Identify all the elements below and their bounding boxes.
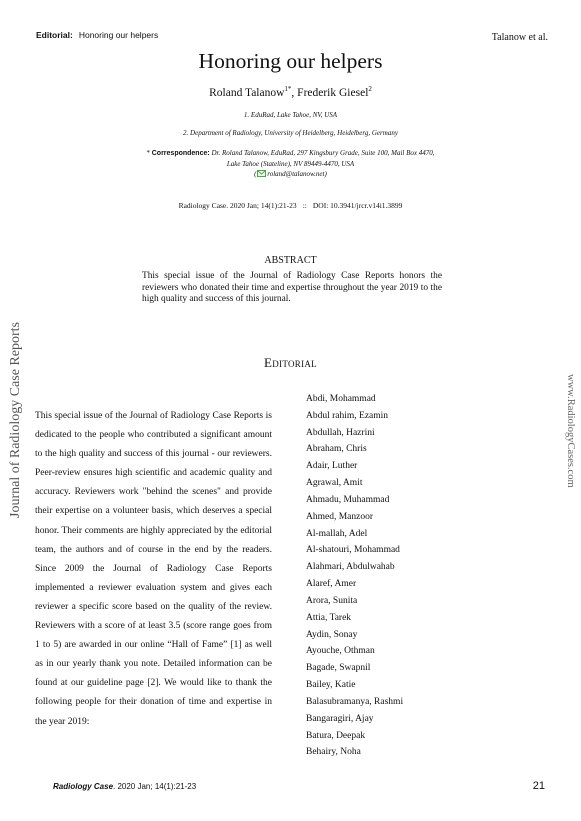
footer-journal: Radiology Case bbox=[53, 782, 114, 791]
reviewer-list-item: Abraham, Chris bbox=[306, 444, 367, 455]
reviewer-list-item: Adair, Luther bbox=[306, 461, 358, 472]
reviewer-list bbox=[306, 391, 403, 761]
reviewer-list-item: Al-mallah, Adel bbox=[306, 528, 368, 539]
reviewer-list-item: Abdul rahim, Ezamin bbox=[306, 410, 389, 421]
reviewer-list-item: Balasubramanya, Rashmi bbox=[306, 696, 404, 707]
author-separator: , bbox=[291, 86, 298, 99]
editorial-body-text: This special issue of the Journal of Radiology Case Reports is dedicated to the people who contributed a significant amount to the high quality and success of this journal - our reviewers. Peer-review ensures high scientific and academic quality and accuracy. Reviewers work "behind the scenes" and provide their expertise on a volunteer basis, which deserves a special honor. Their comments are highly appreciated by the editorial team, the authors and of course in the end by the readers. Since 2009 the Journal of Radiology Case Reports implemented a reviewer evaluation system and gives each reviewer a specific score based on the quality of the review. Reviewers with a score of at least 3.5 (score range goes from 1 to 5) are awarded in our online “Hall of Fame” [1] as well as in our yearly thank you note. Detailed information can be found at our guideline page [2]. We would like to thank the following people for their donation of time and expertise in the year 2019: bbox=[35, 411, 272, 727]
citation-separator: :: bbox=[302, 201, 307, 210]
running-author: Talanow et al. bbox=[491, 32, 548, 43]
author-line bbox=[0, 85, 581, 99]
affiliation-1: 1. EduRad, Lake Tahoe, NV, USA bbox=[243, 111, 338, 119]
reviewer-list-item: Aydin, Sonay bbox=[306, 629, 358, 640]
author-name: Roland Talanow bbox=[209, 86, 285, 99]
author-name: Frederik Giesel bbox=[297, 86, 369, 99]
reviewer-list-item: Ahmadu, Muhammad bbox=[306, 494, 390, 505]
reviewer-list-item: Al-shatouri, Mohammad bbox=[306, 545, 400, 556]
page-number: 21 bbox=[532, 780, 545, 792]
header-label: Editorial: bbox=[36, 30, 73, 40]
reviewer-list-item: Ayouche, Othman bbox=[306, 646, 375, 657]
reviewer-list-item: Ahmed, Manzoor bbox=[306, 511, 374, 522]
correspondence-address-line-1: Dr. Roland Talanow, EduRad, 297 Kingsbury Grade, Suite 100, Mail Box 4470, bbox=[211, 149, 435, 157]
reviewer-list-item: Bangaragiri, Ajay bbox=[306, 713, 374, 724]
footer-citation bbox=[53, 782, 196, 791]
reviewer-list-item: Attia, Tarek bbox=[306, 612, 352, 623]
citation-line bbox=[0, 201, 581, 210]
author-affiliation-mark: 1* bbox=[284, 85, 292, 93]
reviewer-list-item: Arora, Sunita bbox=[306, 595, 358, 606]
correspondence-block: * Correspondence: Dr. Roland Talanow, EduRad, 297 Kingsbury Grade, Suite 100, Mail Box 4470, Lake Tahoe (Stateline), NV 89449-4470, USA ( roland@talanow.net) bbox=[146, 149, 435, 178]
section-heading: Editorial bbox=[264, 355, 317, 370]
correspondence-address-line-2: Lake Tahoe (Stateline), NV 89449-4470, USA bbox=[226, 160, 355, 168]
abstract-heading: ABSTRACT bbox=[264, 255, 317, 266]
reviewer-list-item: Abdullah, Hazrini bbox=[306, 427, 375, 438]
reviewer-list-item: Batura, Deepak bbox=[306, 730, 366, 741]
envelope-icon bbox=[257, 170, 266, 177]
abstract-text: This special issue of the Journal of Radiology Case Reports honors the reviewers who donated their time and expertise throughout the year 2019 to the high quality and success of this journal. bbox=[142, 271, 442, 304]
running-header bbox=[36, 30, 158, 40]
author-affiliation-mark: 2 bbox=[368, 85, 372, 93]
reviewer-list-item: Alahmari, Abdulwahab bbox=[306, 562, 395, 573]
reviewer-list-item: Behairy, Noha bbox=[306, 747, 361, 758]
footer-issue: . 2020 Jan; 14(1):21-23 bbox=[113, 782, 197, 791]
citation-journal: Radiology Case. 2020 Jan; 14(1):21-23 bbox=[178, 201, 297, 210]
side-website-link[interactable]: www.RadiologyCases.com bbox=[565, 374, 576, 488]
reviewer-list-item: Abdi, Mohammad bbox=[306, 394, 376, 404]
correspondence-mark: * bbox=[146, 149, 152, 157]
correspondence-label: Correspondence: bbox=[151, 150, 210, 157]
doi-link[interactable]: DOI: 10.3941/jrcr.v14i1.3899 bbox=[312, 201, 403, 210]
reviewer-list-item: Alaref, Amer bbox=[306, 579, 357, 590]
affiliation-2: 2. Department of Radiology, University of Heidelberg, Heidelberg, Germany bbox=[183, 129, 398, 137]
reviewer-list-item: Agrawal, Amit bbox=[306, 478, 363, 489]
header-title: Honoring our helpers bbox=[78, 30, 159, 40]
reviewer-list-item: Bagade, Swapnil bbox=[306, 663, 371, 674]
correspondence-email-link[interactable]: roland@talanow.net bbox=[267, 170, 325, 178]
side-journal-name: Journal of Radiology Case Reports bbox=[8, 322, 23, 518]
article-title: Honoring our helpers bbox=[198, 49, 383, 73]
reviewer-list-item: Bailey, Katie bbox=[306, 680, 356, 691]
